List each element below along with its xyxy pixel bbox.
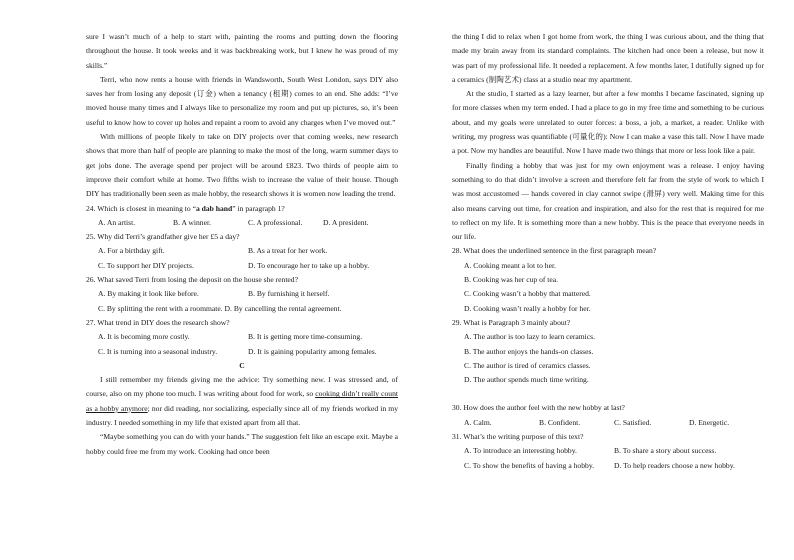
option-c: C. It is turning into a seasonal industry. [98,346,218,356]
option-b: B. The author enjoys the hands-on classes. [464,346,594,356]
question-31: 31. What’s the writing purpose of this text? [452,432,584,442]
option-b: B. Confident. [539,417,581,427]
options-26-ab [86,287,398,301]
option-c: C. Cooking wasn’t a hobby that mattered. [464,289,591,299]
paragraph: Finally finding a hobby that was just for my own enjoyment was a release. I enjoy having something to do that didn’t involve a screen and therefore felt far from the style of work to which I was most accustomed — hands covered in clay cannot swipe (滑屏) very well. Making time for this also means carving out time, for creation and inspiration, and also for the rest that is required for me to reflect on my life. It is something more than a new hobby. This is the peace that everyone needs in our life. [452,160,764,242]
option-c: C. To show the benefits of having a hobby. [464,460,595,470]
left-column [86,30,398,459]
question-30: 30. How does the author feel with the new hobby at last? [452,403,625,413]
paragraph: With millions of people likely to take on DIY projects over that coming weeks, new research shows that more than half of people are planning to make the most of the long, warm summer days to get jobs done. The average spend per project will be around £823. Two thirds of people aim to improve their comfort while at home. Two fifths wish to increase the value of their house. Though DIY has traditionally been seen as male hobby, the research shows it is women now leading the trend. [86,132,398,199]
options-25-ab [86,244,398,258]
option-a: A. For a birthday gift. [98,246,165,256]
option-d: D. The author spends much time writing. [464,375,589,385]
options-30 [452,416,764,430]
option-a: A. An artist. [98,217,136,227]
option-d: D. Energetic. [689,417,730,427]
option-b: B. It is getting more time-consuming. [248,332,363,342]
option-b: B. Cooking was her cup of tea. [464,275,559,285]
options-24 [86,216,398,230]
option-b: B. To share a story about success. [614,446,717,456]
option-d: D. It is gaining popularity among females. [248,346,377,356]
paragraph: I still remember my friends giving me the advice: Try something new. I was stressed and, of course, also on my phone too much. I was writing about food for work, so cooking didn’t really count as a hobby anymore; nor did reading, nor socializing, especially since all of my friends worked in my industry. I needed something in my life that existed apart from all that. [86,375,398,428]
option-a: A. To introduce an interesting hobby. [464,446,577,456]
option-a: A. It is becoming more costly. [98,332,190,342]
paragraph: the thing I did to relax when I got home from work, the thing I was curious about, and the thing that made my brain away from its standard complaints. The kitchen had once been a release, but now it was part of my professional life. It needed a replacement. A few months later, I dutifully signed up for a ceramics (制陶艺术) class at a studio near my apartment. [452,32,764,84]
option-c: C. A professional. [248,217,303,227]
question-28: 28. What does the underlined sentence in the first paragraph mean? [452,246,657,256]
question-24: 24. Which is closest in meaning to “a dab hand” in paragraph 1? [86,203,285,213]
right-column [452,30,764,473]
paragraph: Terri, who now rents a house with friends in Wandsworth, South West London, says DIY also saves her from losing any deposit (订金) when a tenancy (租期) comes to an end. She adds: “I’ve moved house many times and I always like to personalize my room and put up pictures, so, it’s been useful to know how to cover up holes and repaint a room to avoid any charges when I’ve moved out.” [86,74,398,127]
option-a: A. Cooking meant a lot to her. [464,260,556,270]
option-a: A. The author is too lazy to learn ceramics. [464,332,596,342]
option-b: B. By furnishing it herself. [248,289,330,299]
paragraph: At the studio, I started as a lazy learner, but after a few months I became fascinated, signing up for more classes when my term ended. I had a place to go in my free time and something to be curious about, and my goals were unrelated to outer forces: a boss, a job, a market, a reader. Unlike with writing, my progress was quantifiable (可量化的): Now I can make a vase this tall. Now I have made a pot. Now my handles are beautiful. Now I have made two things that more or less look like a pair. [452,89,764,156]
options-25-cd [86,259,398,273]
paragraph: “Maybe something you can do with your hands.” The suggestion felt like an escape exit. Maybe a hobby could free me from my work. Cooking had once been [86,432,398,456]
option-c: C. To support her DIY projects. [98,260,194,270]
bold-phrase: a dab hand [195,203,233,213]
spacer [452,387,764,401]
option-c: C. Satisfied. [614,417,652,427]
question-25: 25. Why did Terri’s grandfather give her £5 a day? [86,232,240,242]
option-d: D. A president. [323,217,369,227]
option-a: A. By making it look like before. [98,289,199,299]
options-27-ab [86,330,398,344]
option-d: D. To encourage her to take up a hobby. [248,260,370,270]
options-27-cd [86,345,398,359]
underlined-sentence: cooking didn’t really count as a hobby anymore [86,389,398,413]
option-c: C. The author is tired of ceramics classes. [464,360,591,370]
paragraph: sure I wasn’t much of a help to start with, painting the rooms and putting down the flooring throughout the house. It took weeks and it was backbreaking work, but I knew he was proud of my skills.” [86,32,398,70]
options-31-ab [452,444,764,458]
question-26: 26. What saved Terri from losing the deposit on the house she rented? [86,275,298,285]
option-a: A. Calm. [464,417,492,427]
option-d: D. To help readers choose a new hobby. [614,460,735,470]
question-29: 29. What is Paragraph 3 mainly about? [452,317,571,327]
section-label: C [239,360,245,370]
option-d: D. Cooking wasn’t really a hobby for her. [464,303,591,313]
options-31-cd [452,459,764,473]
question-27: 27. What trend in DIY does the research show? [86,317,230,327]
options-26-cd: C. By splitting the rent with a roommate. D. By cancelling the rental agreement. [98,303,342,313]
option-b: B. A winner. [173,217,211,227]
option-b: B. As a treat for her work. [248,246,328,256]
